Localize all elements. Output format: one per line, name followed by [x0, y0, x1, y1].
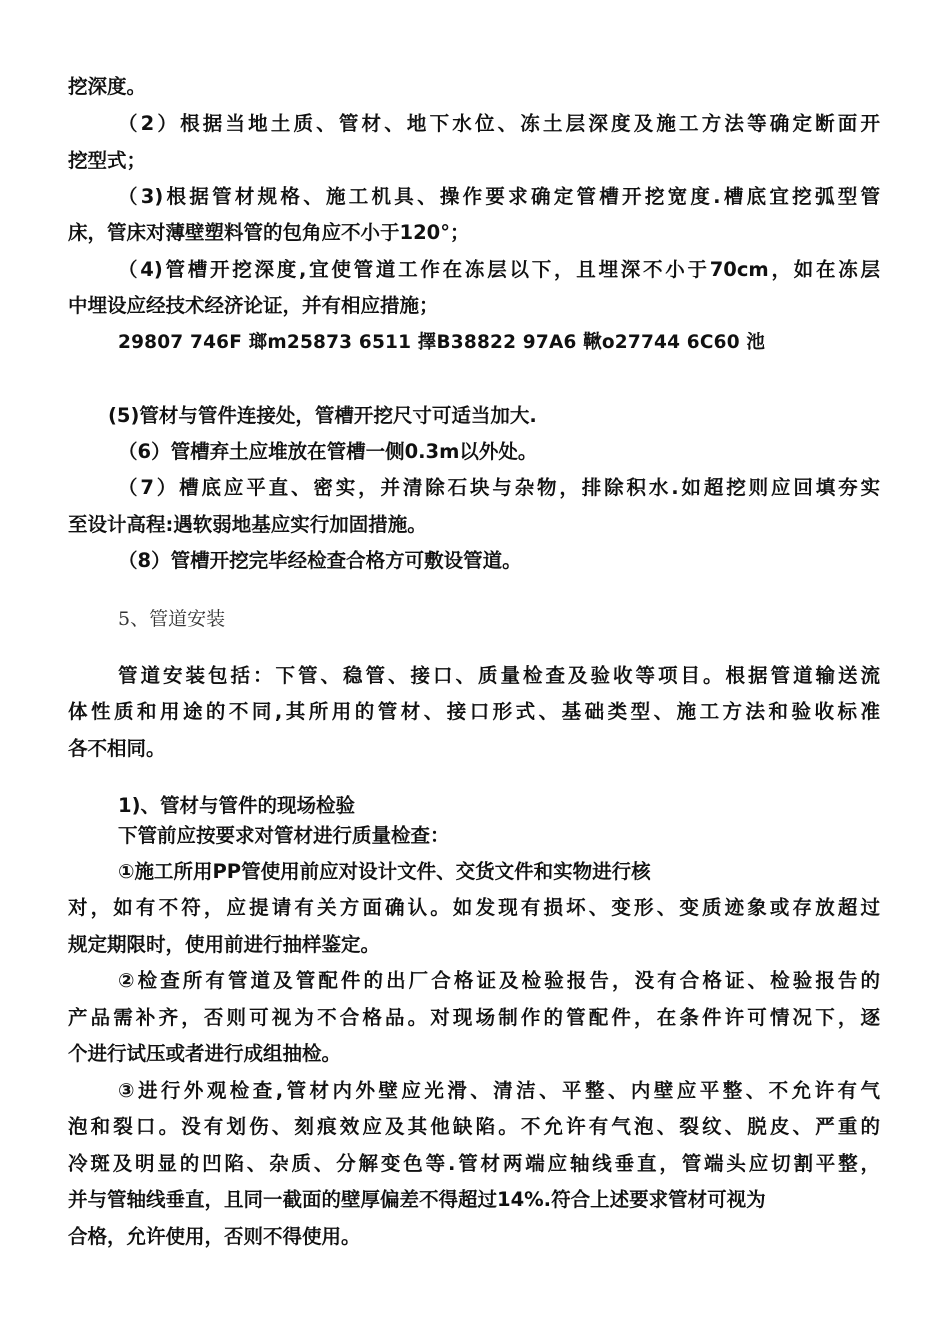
paragraph-line: 个进行试压或者进行成组抽检。 — [68, 1042, 342, 1065]
paragraph-line: 并与管轴线垂直，且同一截面的壁厚偏差不得超过14%.符合上述要求管材可视为 — [68, 1188, 766, 1211]
paragraph-line: ①施工所用PP管使用前应对设计文件、交货文件和实物进行核 — [118, 860, 651, 883]
paragraph-line: 产品需补齐，否则可视为不合格品。对现场制作的管配件，在条件许可情况下，逐 — [68, 1006, 880, 1029]
paragraph-line: 下管前应按要求对管材进行质量检查： — [118, 824, 450, 847]
paragraph-line: 挖深度。 — [68, 75, 147, 98]
paragraph-line: （4)管槽开挖深度,宜使管道工作在冻层以下，且埋深不小于70cm，如在冻层 — [118, 258, 880, 281]
paragraph-line: 泡和裂口。没有划伤、刻痕效应及其他缺陷。不允许有气泡、裂纹、脱皮、严重的 — [68, 1115, 880, 1138]
paragraph-line: 体性质和用途的不同,其所用的管材、接口形式、基础类型、施工方法和验收标准 — [68, 700, 880, 723]
paragraph-line: 冷斑及明显的凹陷、杂质、分解变色等.管材两端应轴线垂直，管端头应切割平整， — [68, 1152, 880, 1175]
paragraph-line: ②检查所有管道及管配件的出厂合格证及检验报告，没有合格证、检验报告的 — [118, 969, 880, 992]
paragraph-line: （3)根据管材规格、施工机具、操作要求确定管槽开挖宽度.槽底宜挖弧型管 — [118, 185, 880, 208]
paragraph-line: 管道安装包括：下管、稳管、接口、质量检查及验收等项目。根据管道输送流 — [118, 664, 880, 687]
paragraph-line: 各不相同。 — [68, 737, 166, 760]
paragraph-line: （7）槽底应平直、密实，并清除石块与杂物，排除积水.如超挖则应回填夯实 — [118, 476, 880, 499]
subsection-heading: 1)、管材与管件的现场检验 — [118, 794, 355, 817]
paragraph-line: 至设计高程:遇软弱地基应实行加固措施。 — [68, 513, 427, 536]
paragraph-line: 对，如有不符，应提请有关方面确认。如发现有损坏、变形、变质迹象或存放超过 — [68, 896, 880, 919]
paragraph-line: ③进行外观检查,管材内外壁应光滑、清洁、平整、内壁应平整、不允许有气 — [118, 1079, 880, 1102]
paragraph-line: 挖型式； — [68, 149, 147, 172]
paragraph-line: 床，管床对薄壁塑料管的包角应不小于120°； — [68, 221, 470, 244]
paragraph-line: (5)管材与管件连接处，管槽开挖尺寸可适当加大. — [108, 404, 537, 427]
paragraph-line: （6）管槽弃土应堆放在管槽一侧0.3m以外处。 — [118, 440, 538, 463]
paragraph-line: （2）根据当地土质、管材、地下水位、冻土层深度及施工方法等确定断面开 — [118, 112, 880, 135]
garbled-code-line: 29807 746F 瑯m25873 6511 擇B38822 97A6 鞦o27744 6C60 池 — [118, 332, 766, 353]
section-heading: 5、管道安装 — [118, 608, 226, 630]
paragraph-line: （8）管槽开挖完毕经检查合格方可敷设管道。 — [118, 549, 522, 572]
paragraph-line: 规定期限时，使用前进行抽样鉴定。 — [68, 933, 381, 956]
paragraph-line: 合格，允许使用，否则不得使用。 — [68, 1225, 361, 1248]
paragraph-line: 中埋设应经技术经济论证，并有相应措施； — [68, 294, 439, 317]
